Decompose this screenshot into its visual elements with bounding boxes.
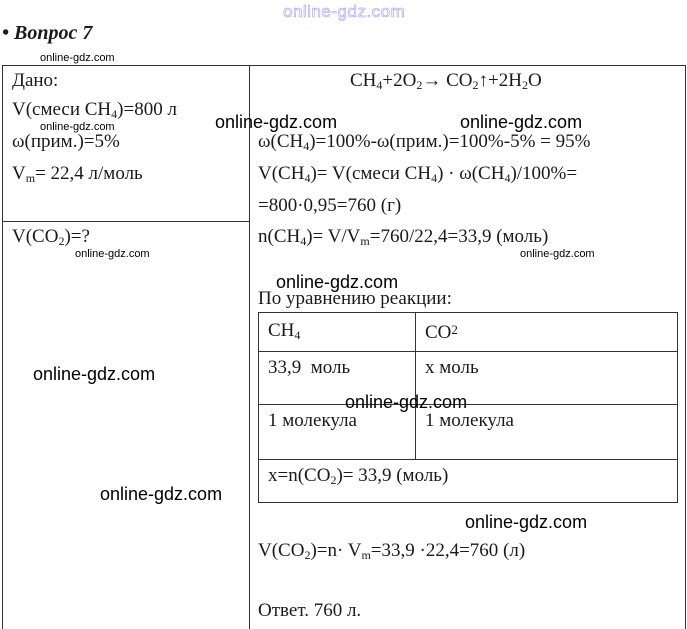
watermark: online-gdz.com bbox=[465, 512, 588, 532]
watermark: online-gdz.com bbox=[460, 112, 583, 132]
table-cell-moles-co2: х моль bbox=[425, 357, 479, 378]
inner-table-right bbox=[677, 312, 678, 503]
top-watermark: online-gdz.com bbox=[283, 2, 406, 21]
step-purity: $\omega(CH_4)=100\%-\omega(прим.)=100\%-5\% = 95\%$ bbox=[258, 131, 591, 153]
watermark-small: online-gdz.com bbox=[40, 121, 115, 133]
final-calculation: $V(CO_2)=n\cdot V_m=33,9 \cdot 22,4=760$ (л) bbox=[258, 540, 526, 562]
watermark: online-gdz.com bbox=[215, 112, 338, 132]
inner-table-mid bbox=[415, 312, 416, 459]
inner-table-row1 bbox=[258, 351, 678, 352]
inner-table-bottom bbox=[258, 502, 678, 503]
watermark-small: online-gdz.com bbox=[75, 248, 150, 260]
given-volume: V(смеси $CH_4)=800$ л bbox=[12, 99, 177, 121]
table-header-co2: $CO^2$ bbox=[425, 322, 458, 343]
watermark-small: online-gdz.com bbox=[40, 52, 115, 64]
step-volume-result: =800·0,95=760 (г) bbox=[258, 195, 402, 216]
table-left-border bbox=[2, 65, 3, 629]
inner-table-row2 bbox=[258, 404, 678, 405]
answer: Ответ. 760 л. bbox=[258, 600, 362, 621]
table-cell-moles-ch4: 33,9 моль bbox=[268, 357, 351, 378]
given-title: Дано: bbox=[12, 70, 59, 91]
inner-table-row3 bbox=[258, 459, 678, 460]
watermark: online-gdz.com bbox=[100, 484, 223, 504]
reaction-equation: $CH_4+2O_2\to$ $CO_2↑+2H_2O$ bbox=[350, 70, 542, 92]
table-top-border bbox=[2, 65, 686, 66]
given-impurity: ω(прим.)=5% bbox=[12, 131, 120, 152]
table-middle-divider bbox=[249, 65, 250, 629]
find-value: $V(CO_2)=$? bbox=[12, 226, 90, 248]
table-cell-molecule-co2: 1 молекула bbox=[425, 410, 514, 431]
table-header-ch4: $CH_4$ bbox=[268, 320, 301, 342]
reaction-label: По уравнению реакции: bbox=[258, 288, 452, 309]
step-volume: $V(CH_4)=$ V(смеси $CH_4) \cdot \omega(CH_4)/100\%=$ bbox=[258, 163, 578, 185]
table-result: $х=n(CO_2)= 33,9$ (моль) bbox=[268, 465, 449, 487]
question-heading: • Вопрос 7 bbox=[2, 22, 93, 44]
inner-table-left bbox=[258, 312, 259, 503]
step-moles: $n(CH_4)= V/V_m=760/22,4=33,9$ (моль) bbox=[258, 226, 549, 248]
watermark: online-gdz.com bbox=[33, 364, 156, 384]
table-cell-molecule-ch4: 1 молекула bbox=[268, 410, 357, 431]
watermark: online-gdz.com bbox=[345, 392, 468, 412]
inner-table-top bbox=[258, 312, 678, 313]
given-find-divider bbox=[2, 221, 249, 222]
watermark: online-gdz.com bbox=[276, 272, 399, 292]
watermark-small: online-gdz.com bbox=[520, 248, 595, 260]
table-right-border bbox=[685, 65, 686, 629]
given-molar-volume: $V_m= 22,4$ л/моль bbox=[12, 163, 143, 185]
